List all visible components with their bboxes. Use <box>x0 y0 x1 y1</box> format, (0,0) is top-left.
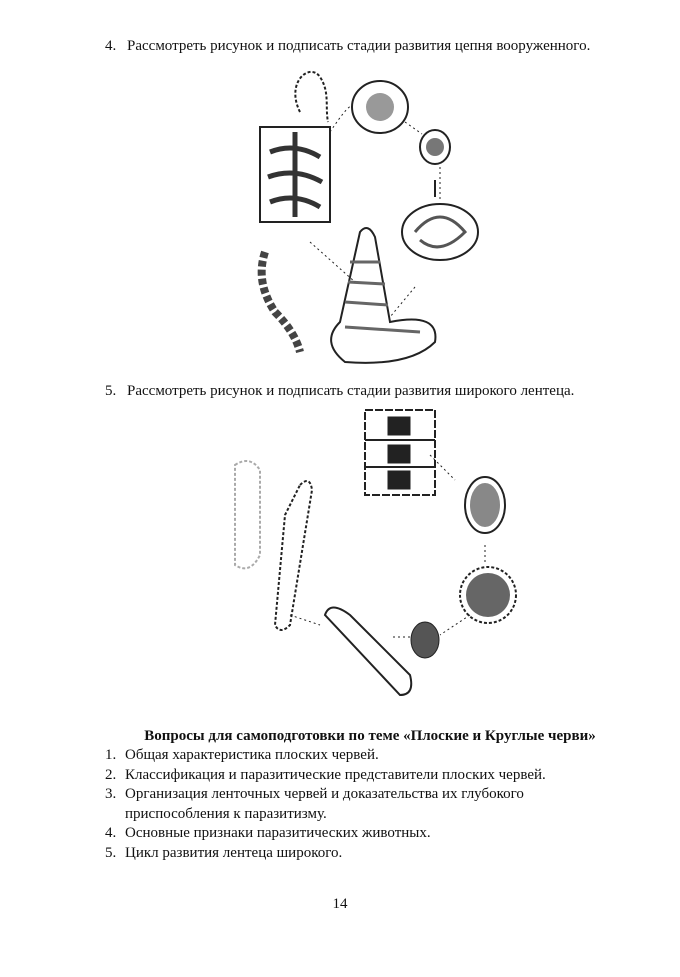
item-text: Основные признаки паразитических животных. <box>125 825 431 841</box>
task-number: 5. <box>105 383 117 399</box>
item-number: 3. <box>105 786 117 802</box>
page-number: 14 <box>332 896 348 912</box>
item-number: 1. <box>105 747 117 763</box>
questions-heading: Вопросы для самоподготовки по теме «Плоские и Круглые черви» <box>144 728 596 744</box>
item-text: Классификация и паразитические представители плоских червей. <box>125 766 546 783</box>
coracidium-drawing <box>460 567 516 623</box>
item-text: приспособления к паразитизму. <box>125 805 327 822</box>
item-number: 5. <box>105 844 117 861</box>
list-item <box>105 824 640 844</box>
pig-muscle-drawing <box>331 228 435 363</box>
item-number: 4. <box>105 825 117 841</box>
plerocercoid-drawing <box>235 461 411 695</box>
strobila-drawing <box>365 410 435 495</box>
procercoid-drawing <box>411 622 439 658</box>
cysticercus-drawing <box>402 204 478 260</box>
broad-tapeworm-lifecycle-figure <box>230 405 530 705</box>
egg-drawing <box>352 81 450 197</box>
item-text: Общая характеристика плоских червей. <box>125 747 379 763</box>
scolex-strobila-drawing <box>260 72 330 222</box>
list-item <box>105 766 640 786</box>
task-4 <box>105 38 590 55</box>
list-item-continuation <box>105 805 640 825</box>
item-text: Организация ленточных червей и доказательства их глубокого <box>125 786 524 802</box>
pork-tapeworm-lifecycle-figure <box>240 62 500 372</box>
task-5 <box>105 383 574 400</box>
proglottid-chain-drawing <box>262 252 300 352</box>
list-item <box>105 844 640 864</box>
questions-list <box>105 746 640 863</box>
list-item <box>105 746 640 766</box>
item-number: 2. <box>105 766 117 783</box>
item-text: Цикл развития лентеца широкого. <box>125 844 343 861</box>
egg-drawing <box>465 477 505 533</box>
list-item <box>105 785 640 805</box>
task-text: Рассмотреть рисунок и подписать стадии развития цепня вооруженного. <box>127 38 591 54</box>
task-number: 4. <box>105 38 117 54</box>
task-text: Рассмотреть рисунок и подписать стадии развития широкого лентеца. <box>127 383 575 399</box>
